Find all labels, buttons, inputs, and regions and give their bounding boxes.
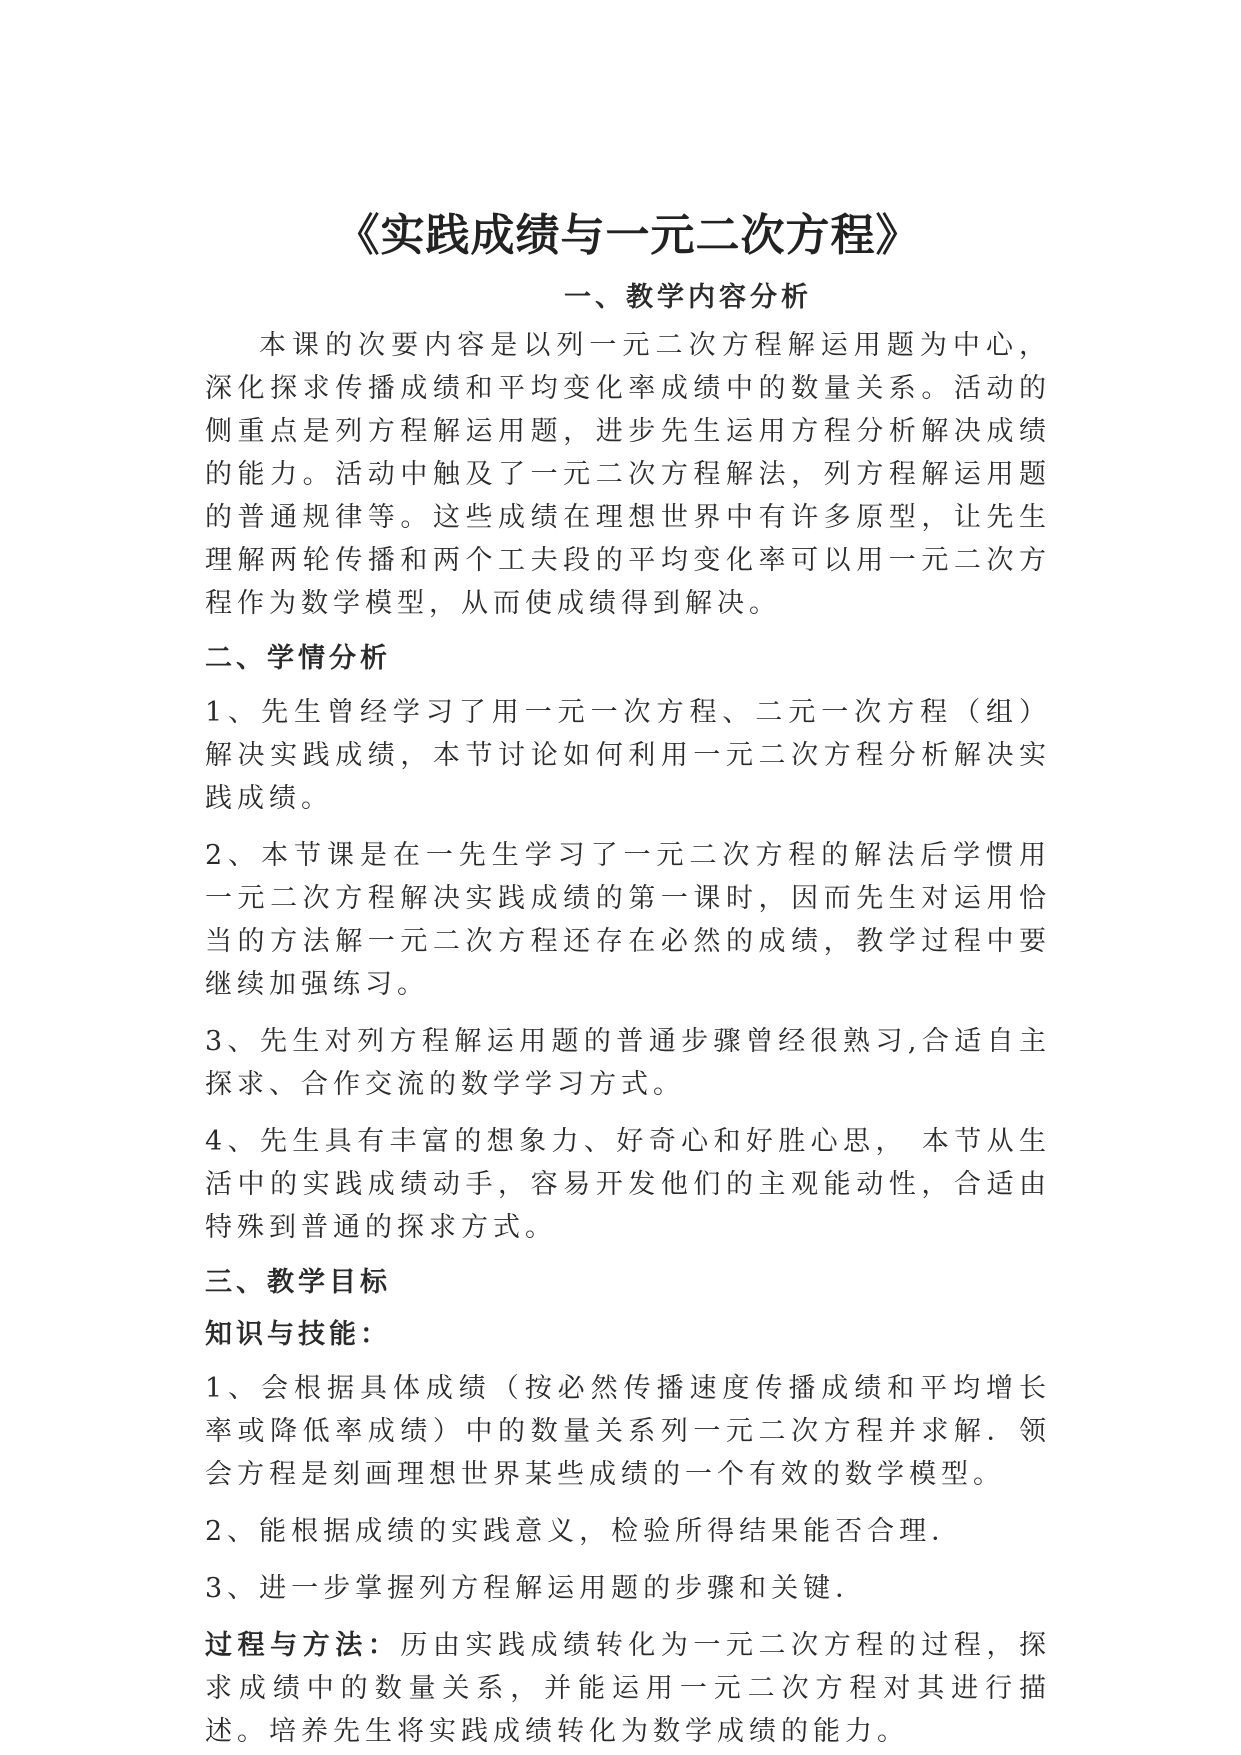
section-heading-teaching-goals: 三、教学目标	[205, 1267, 391, 1298]
list-item: 2、本节课是在一先生学习了一元二次方程的解法后学惯用一元二次方程解决实践成绩的第一课时，因而先生对运用恰当的方法解一元二次方程还存在必然的成绩，教学过程中要继续加强练习。	[205, 840, 1051, 1000]
document-title: 《实践成绩与一元二次方程》	[335, 210, 921, 261]
list-item: 1、先生曾经学习了用一元一次方程、二元一次方程（组）解决实践成绩，本节讨论如何利用一元二次方程分析解决实践成绩。	[205, 697, 1051, 814]
subheading-knowledge-skills: 知识与技能：	[205, 1319, 391, 1350]
list-item: 1、会根据具体成绩（按必然传播速度传播成绩和平均增长率或降低率成绩）中的数量关系列一元二次方程并求解．领会方程是刻画理想世界某些成绩的一个有效的数学模型。	[205, 1373, 1051, 1490]
paragraph-process-method	[205, 1624, 1051, 1753]
paragraph-content-analysis: 本课的次要内容是以列一元二次方程解运用题为中心，深化探求传播成绩和平均变化率成绩中的数量关系。活动的侧重点是列方程解运用题，进步先生运用方程分析解决成绩的能力。活动中触及了一元二次方程解法，列方程解运用题的普通规律等。这些成绩在理想世界中有许多原型，让先生理解两轮传播和两个工夫段的平均变化率可以用一元二次方程作为数学模型，从而使成绩得到解决。	[205, 330, 1051, 619]
section-heading-content-analysis: 一、教学内容分析	[564, 282, 812, 313]
list-item: 4、先生具有丰富的想象力、好奇心和好胜心思， 本节从生活中的实践成绩动手，容易开发他们的主观能动性，合适由特殊到普通的探求方式。	[205, 1126, 1051, 1243]
process-method-text: 历由实践成绩转化为一元二次方程的过程，探求成绩中的数量关系，并能运用一元二次方程对其进行描述。培养先生将实践成绩转化为数学成绩的能力。	[205, 1630, 1052, 1747]
list-item: 3、先生对列方程解运用题的普通步骤曾经很熟习,合适自主探求、合作交流的数学学习方式。	[205, 1026, 1051, 1100]
list-item: 2、能根据成绩的实践意义，检验所得结果能否合理．	[205, 1516, 964, 1547]
section-heading-student-analysis: 二、学情分析	[205, 643, 391, 674]
list-item: 3、进一步掌握列方程解运用题的步骤和关键．	[205, 1573, 868, 1604]
process-method-label: 过程与方法：	[205, 1630, 401, 1661]
